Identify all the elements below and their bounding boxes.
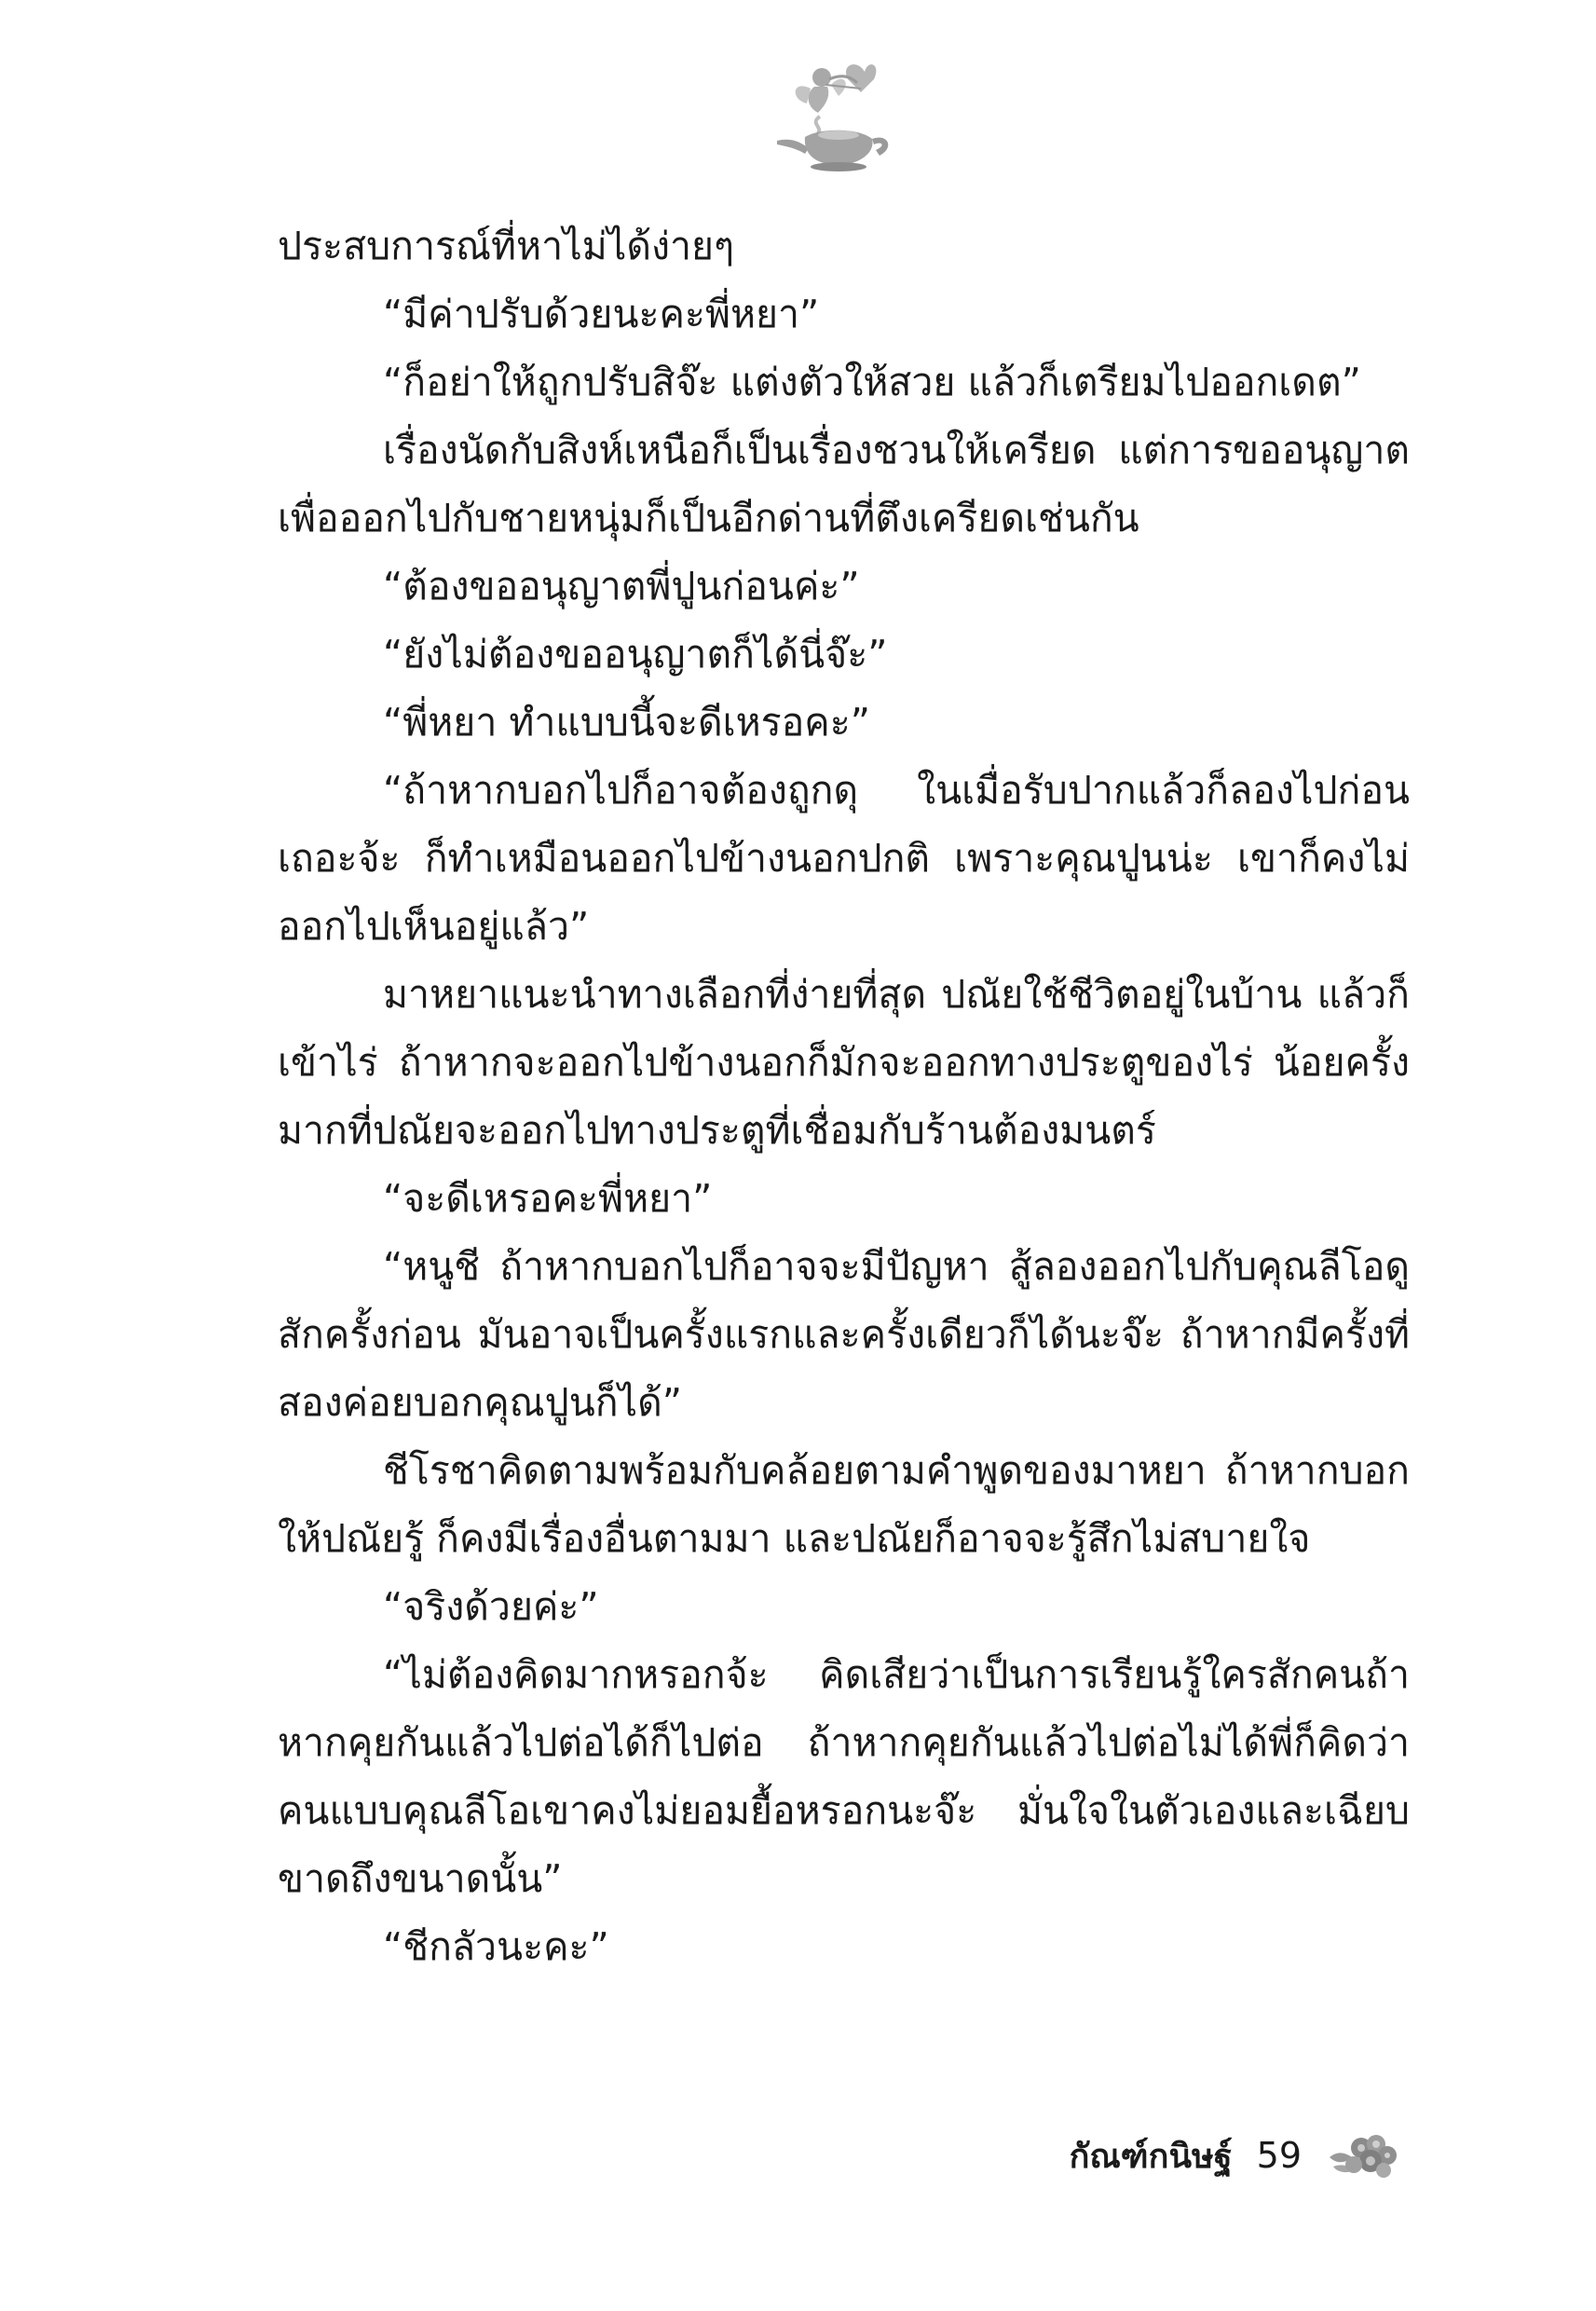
paragraph: “หนูชี ถ้าหากบอกไปก็อาจจะมีปัญหา สู้ลองออกไปกับคุณลีโอดูสักครั้งก่อน มันอาจเป็นครั้งแรกและครั้งเดียวก็ได้นะจ๊ะ ถ้าหากมีครั้งที่สองค่อยบอกคุณปูนก็ได้” bbox=[278, 1244, 1410, 1425]
paragraph: ชีโรชาคิดตามพร้อมกับคล้อยตามคำพูดของมาหยา ถ้าหากบอกให้ปณัยรู้ ก็คงมีเรื่องอื่นตามมา และปณัยก็อาจจะรู้สึกไม่สบายใจ bbox=[278, 1448, 1410, 1561]
paragraph: “มีค่าปรับด้วยนะคะพี่หยา” bbox=[383, 292, 820, 336]
page-footer bbox=[1070, 2127, 1400, 2183]
paragraph: “จะดีเหรอคะพี่หยา” bbox=[383, 1176, 713, 1221]
paragraph: “จริงด้วยค่ะ” bbox=[383, 1584, 599, 1629]
paragraph: “ก็อย่าให้ถูกปรับสิจ๊ะ แต่งตัวให้สวย แล้วก็เตรียมไปออกเดต” bbox=[383, 360, 1361, 404]
running-title: กัณฑ์กนิษฐ์ bbox=[1069, 2137, 1233, 2176]
paragraph: “ต้องขออนุญาตพี่ปูนก่อนค่ะ” bbox=[383, 564, 860, 609]
paragraph: “ยังไม่ต้องขออนุญาตก็ได้นี่จ๊ะ” bbox=[383, 632, 888, 677]
paragraph: “ถ้าหากบอกไปก็อาจต้องถูกดุ ในเมื่อรับปากแล้วก็ลองไปก่อนเถอะจ้ะ ก็ทำเหมือนออกไปข้างนอกปกติ เพราะคุณปูนน่ะ เขาก็คงไม่ออกไปเห็นอยู่แล้ว” bbox=[278, 768, 1410, 949]
paragraph: เรื่องนัดกับสิงห์เหนือก็เป็นเรื่องชวนให้เครียด แต่การขออนุญาตเพื่อออกไปกับชายหนุ่มก็เป็นอีกด่านที่ตึงเครียดเช่นกัน bbox=[278, 428, 1410, 540]
paragraph: “พี่หยา ทำแบบนี้จะดีเหรอคะ” bbox=[383, 700, 870, 745]
flower-bouquet-ornament-icon bbox=[1326, 2129, 1400, 2181]
paragraph: ประสบการณ์ที่หาไม่ได้ง่ายๆ bbox=[278, 224, 735, 268]
body-text bbox=[278, 212, 1410, 1981]
page-number: 59 bbox=[1256, 2135, 1302, 2176]
paragraph: “ไม่ต้องคิดมากหรอกจ้ะ คิดเสียว่าเป็นการเรียนรู้ใครสักคนถ้าหากคุยกันแล้วไปต่อได้ก็ไปต่อ ถ้าหากคุยกันแล้วไปต่อไม่ได้พี่ก็คิดว่าคนแบบคุณลีโอเขาคงไม่ยอมยื้อหรอกนะจ๊ะ มั่นใจในตัวเองและเฉียบขาดถึงขนาดนั้น” bbox=[278, 1652, 1410, 1901]
paragraph: มาหยาแนะนำทางเลือกที่ง่ายที่สุด ปณัยใช้ชีวิตอยู่ในบ้าน แล้วก็เข้าไร่ ถ้าหากจะออกไปข้างนอกก็มักจะออกทางประตูของไร่ น้อยครั้งมากที่ปณัยจะออกไปทางประตูที่เชื่อมกับร้านต้องมนตร์ bbox=[278, 972, 1410, 1153]
cupid-teapot-ornament-icon bbox=[764, 51, 904, 172]
paragraph: “ชีกลัวนะคะ” bbox=[383, 1924, 609, 1969]
